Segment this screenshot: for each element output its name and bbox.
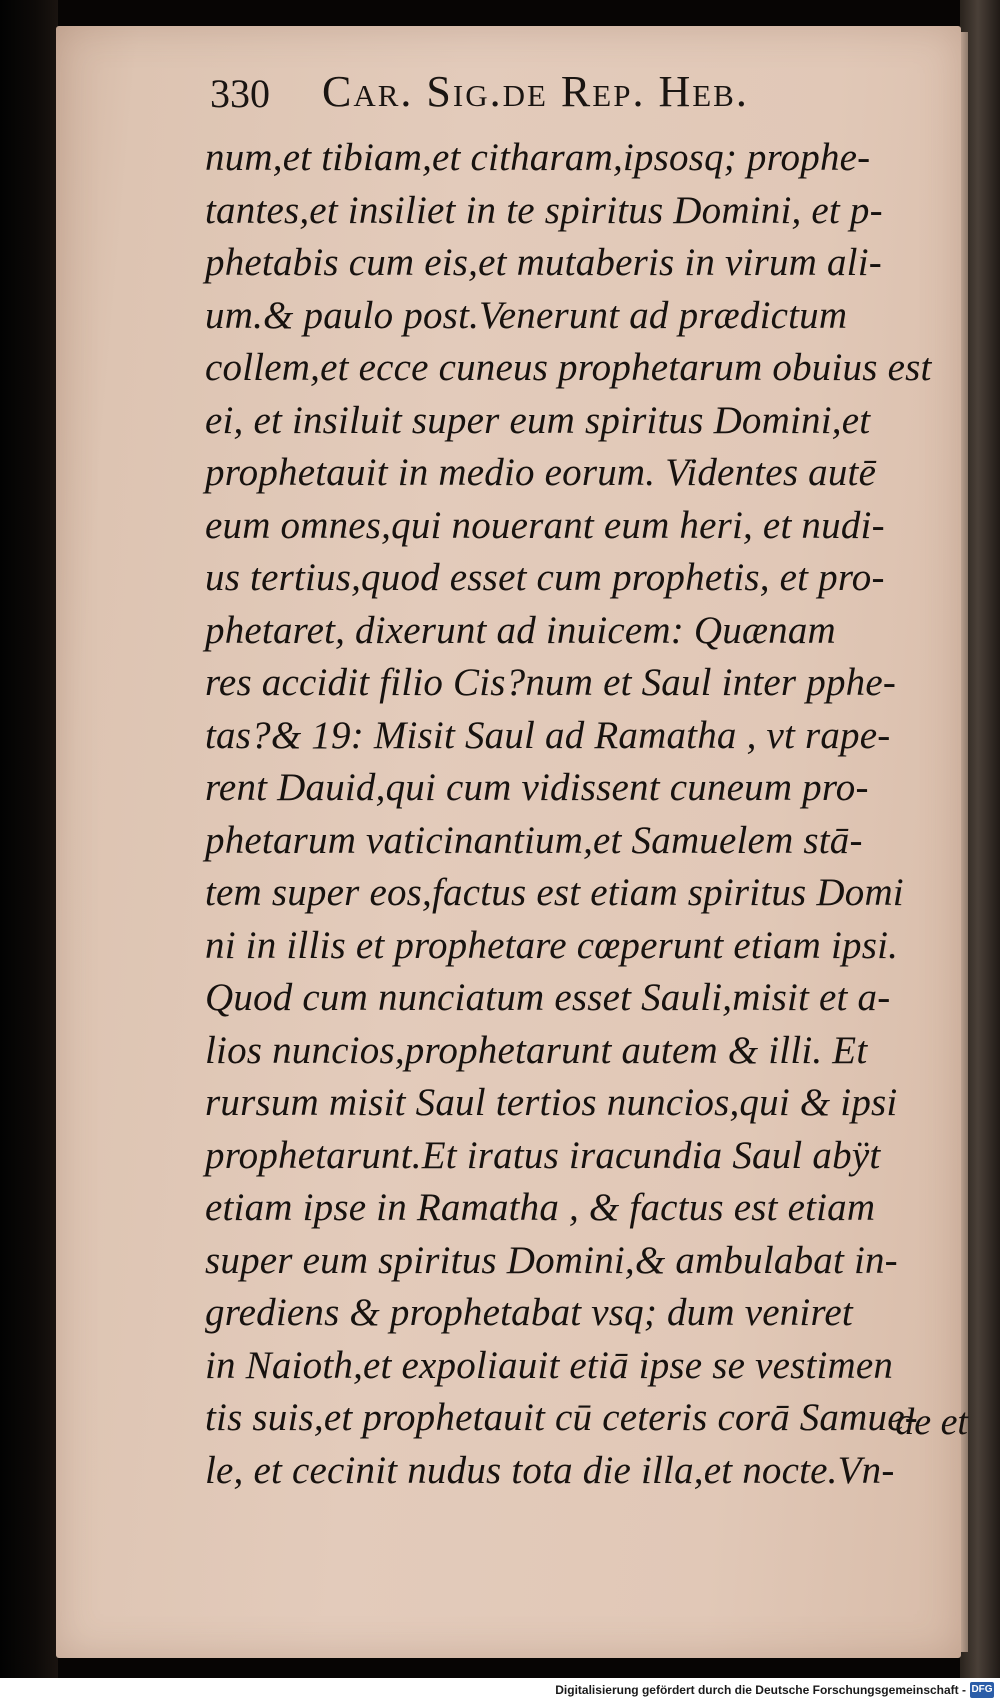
text-line: phetabis cum eis,et mutaberis in virum ali- bbox=[205, 241, 882, 284]
text-line: us tertius,quod esset cum prophetis, et pro- bbox=[205, 556, 885, 599]
text-line: etiam ipse in Ramatha , & factus est etiam bbox=[205, 1186, 876, 1229]
footer-credit-text: Digitalisierung gefördert durch die Deutsche Forschungsgemeinschaft - bbox=[555, 1683, 966, 1697]
text-line: tem super eos,factus est etiam spiritus Domi bbox=[205, 871, 904, 914]
running-head bbox=[210, 58, 870, 138]
text-line: super eum spiritus Domini,& ambulabat in- bbox=[205, 1238, 898, 1282]
text-line: ni in illis et prophetare cœperunt etiam ipsi. bbox=[205, 923, 899, 967]
dfg-logo: DFG bbox=[970, 1682, 994, 1698]
text-line: um.& paulo post.Venerunt ad prædictum bbox=[205, 293, 848, 337]
text-line: collem,et ecce cuneus prophetarum obuius est bbox=[205, 346, 932, 389]
text-line: prophetarunt.Et iratus iracundia Saul abÿt bbox=[205, 1133, 881, 1177]
text-line: phetaret, dixerunt ad inuicem: Quænam bbox=[205, 608, 836, 652]
text-line: Quod cum nunciatum esset Sauli,misit et a- bbox=[205, 976, 891, 1019]
text-line: ei, et insiluit super eum spiritus Domini,et bbox=[205, 398, 871, 442]
text-line: lios nuncios,prophetarunt autem & illi. Et bbox=[205, 1028, 868, 1072]
text-line: in Naioth,et expoliauit etiā ipse se vestimen bbox=[205, 1343, 894, 1387]
text-line: grediens & prophetabat vsq; dum veniret bbox=[205, 1291, 853, 1334]
text-line: num,et tibiam,et citharam,ipsosq; prophe- bbox=[205, 136, 871, 179]
text-line: le, et cecinit nudus tota die illa,et nocte.Vn- bbox=[205, 1448, 895, 1492]
text-line: prophetauit in medio eorum. Videntes autē bbox=[205, 451, 877, 494]
text-line: phetarum vaticinantium,et Samuelem stā- bbox=[205, 818, 863, 862]
text-line: res accidit filio Cis?num et Saul inter pphe- bbox=[205, 661, 897, 704]
scan-background-left bbox=[0, 0, 58, 1704]
text-line: eum omnes,qui nouerant eum heri, et nudi- bbox=[205, 503, 885, 547]
running-title: Car. Sig.de Rep. Heb. bbox=[322, 67, 749, 116]
page-number: 330 bbox=[210, 71, 270, 116]
text-line: tas?& 19: Misit Saul ad Ramatha , vt rape- bbox=[205, 713, 891, 757]
text-line: rursum misit Saul tertios nuncios,qui & ipsi bbox=[205, 1081, 898, 1124]
text-line: tantes,et insiliet in te spiritus Domini, et p- bbox=[205, 188, 883, 232]
text-line: rent Dauid,qui cum vidissent cuneum pro- bbox=[205, 766, 869, 809]
text-line: tis suis,et prophetauit cū ceteris corā Samue- bbox=[205, 1396, 918, 1439]
catchword: de et bbox=[895, 1401, 968, 1443]
digitization-footer bbox=[0, 1678, 1000, 1704]
